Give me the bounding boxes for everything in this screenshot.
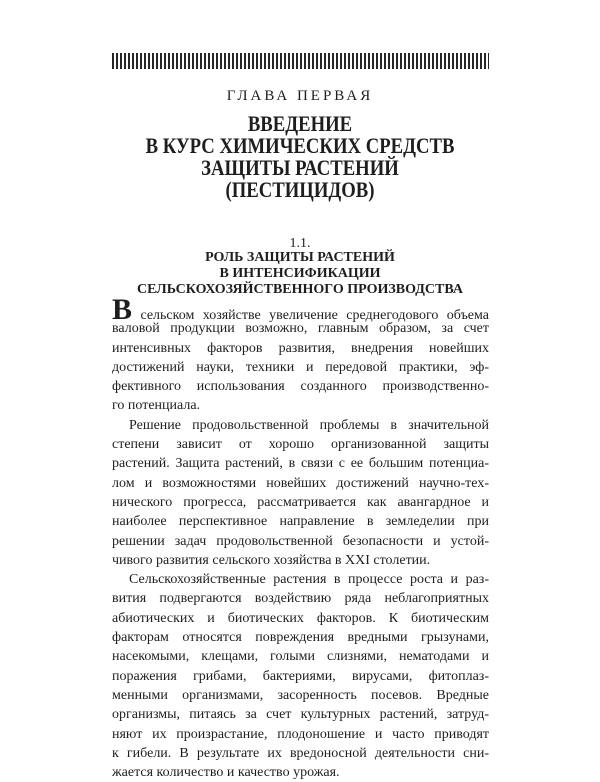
text-line: жается количество и качество урожая. [112,765,340,781]
text-line [112,293,489,326]
chapter-title [45,113,555,201]
text-line: няют их произрастание, плодоношение и часто приводят [112,726,489,742]
paragraph-2 [112,416,489,570]
text-line: поражения грибами, бактериями, вирусами, фитоплаз- [112,668,489,684]
drop-cap: В [112,293,133,326]
section-title-line: СЕЛЬСКОХОЗЯЙСТВЕННОГО ПРОИЗВОДСТВА [137,282,463,297]
text-line: наиболее перспективное направление в земледелии при [112,514,489,530]
text-line: Решение продовольственной проблемы в значительной [129,417,489,433]
section-number: 1.1. [289,236,311,251]
chapter-label: ГЛАВА ПЕРВАЯ [226,88,374,104]
text-line: го потенциала. [112,398,201,414]
chapter-title-line: (ПЕСТИЦИДОВ) [225,177,375,202]
text-line: фективного использования созданного производственно- [112,379,489,395]
text-line: абиотических и биотических факторов. К биотическим [112,610,489,626]
text-line: решении задач продовольственной безопасности и устой- [112,533,489,549]
chapter-title-line: ЗАЩИТЫ РАСТЕНИЙ [201,155,399,180]
text-line-content: сельском хозяйстве увеличение среднегодового объема [132,308,489,323]
text-line: интенсивных факторов развития, внедрения новейших [112,340,489,356]
paragraph-1 [112,293,489,416]
text-line: насекомыми, клещами, голыми слизнями, нематодами и [112,649,489,665]
body-text [112,293,489,782]
text-line: растений. Защита растений, в связи с ее большим потенциа- [112,456,489,472]
text-line: степени зависит от хорошо организованной защиты [112,437,489,453]
header-rule [112,53,489,69]
text-line: чивого развития сельского хозяйства в XXI столетии. [112,552,431,568]
section-title-line: РОЛЬ ЗАЩИТЫ РАСТЕНИЙ [205,250,395,265]
text-line: к гибели. В результате их вредоносной деятельности сни- [112,745,489,761]
chapter-title-line: В КУРС ХИМИЧЕСКИХ СРЕДСТВ [145,133,455,158]
text-line: валовой продукции возможно, главным образом, за счет [112,321,489,337]
text-line: факторам относятся повреждения вредными грызунами, [112,630,489,646]
section-title [0,250,600,298]
text-line: лом и возможностями новейших достижений научно-тех- [112,475,489,491]
paragraph-3 [112,570,489,782]
text-line: Сельскохозяйственные растения в процессе роста и раз- [129,572,489,588]
text-line: организмы, питаясь за счет культурных растений, затруд- [112,707,489,723]
chapter-title-line: ВВЕДЕНИЕ [247,111,353,136]
section-title-line: В ИНТЕНСИФИКАЦИИ [219,266,381,281]
text-line: вития подвергаются воздействию ряда неблагоприятных [112,591,489,607]
text-line: менными организмами, засоренность посевов. Вредные [112,687,489,703]
text-line: достижений науки, техники и передовой практики, эф- [112,359,489,375]
text-line: нического прогресса, рассматривается как авангардное и [112,494,489,510]
